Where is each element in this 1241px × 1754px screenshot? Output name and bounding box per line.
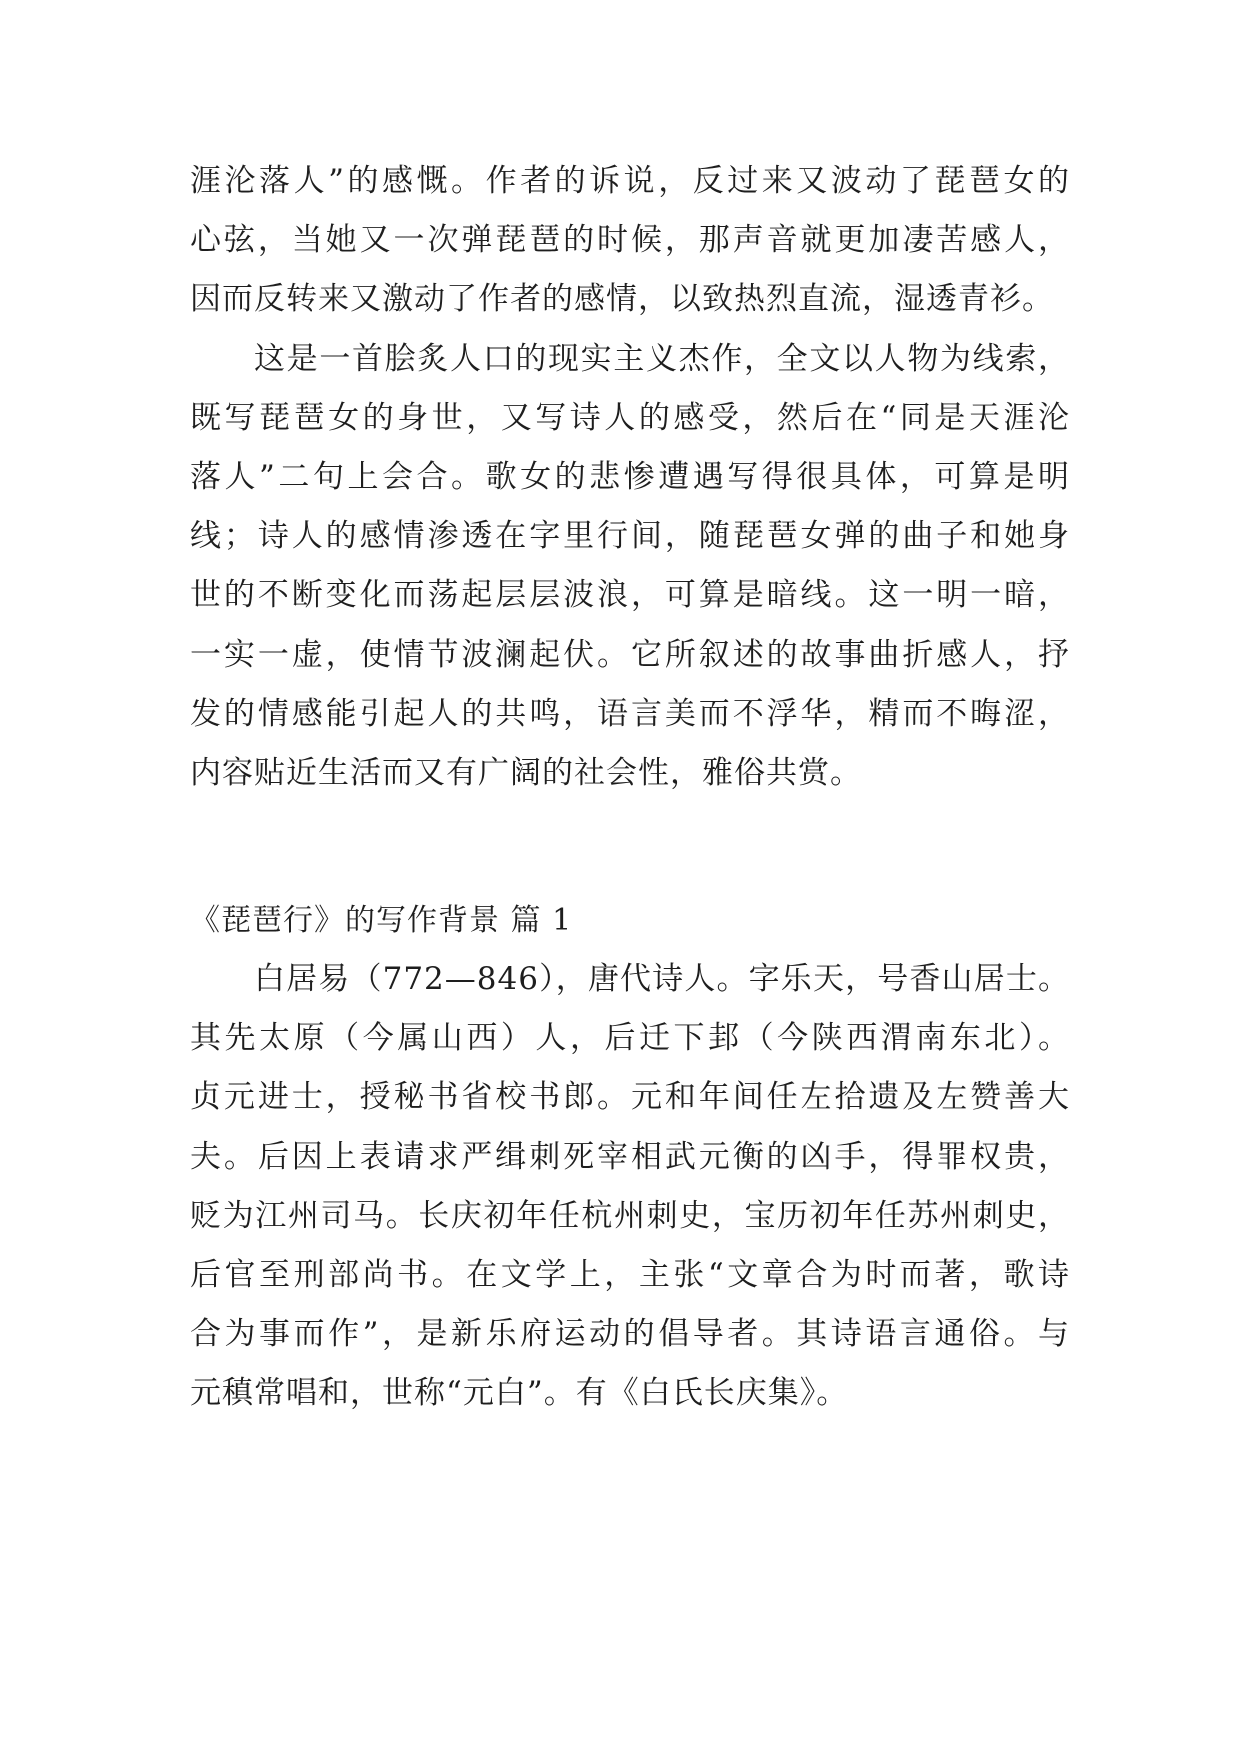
text-line: 内容贴近生活而又有广阔的社会性，雅俗共赏。 [190,754,862,791]
text-line: 夫。后因上表请求严缉刺死宰相武元衡的凶手，得罪权贵， [190,1138,1070,1175]
text-line: 其先太原（今属山西）人，后迁下邽（今陕西渭南东北）。 [190,1020,1070,1057]
paragraph-gap [190,803,1070,891]
text-line: 心弦，当她又一次弹琵琶的时候，那声音就更加凄苦感人， [190,222,1070,259]
text-line: 世的不断变化而荡起层层波浪，可算是暗线。这一明一暗， [190,577,1070,614]
text-line: 白居易（772—846），唐代诗人。字乐天，号香山居士。 [254,961,1070,998]
text-line: 后官至刑部尚书。在文学上，主张“文章合为时而著，歌诗 [190,1257,1070,1293]
paragraph-biography [190,950,1070,1424]
text-line: 贞元进士，授秘书省校书郎。元和年间任左拾遗及左赞善大 [190,1079,1070,1116]
text-line: 贬为江州司马。长庆初年任杭州刺史，宝历初年任苏州刺史， [190,1197,1070,1234]
paragraph-continuation [190,152,1070,330]
text-line: 发的情感能引起人的共鸣，语言美而不浮华，精而不晦涩， [190,695,1070,732]
text-line: 一实一虚，使情节波澜起伏。它所叙述的故事曲折感人，抒 [190,636,1070,673]
text-line: 落人”二句上会合。歌女的悲惨遭遇写得很具体，可算是明 [190,458,1070,495]
text-line: 既写琵琶女的身世，又写诗人的感受，然后在“同是天涯沦 [190,399,1070,436]
text-line: 涯沦落人”的感慨。作者的诉说，反过来又波动了琵琶女的 [190,163,1070,199]
text-line: 元稹常唱和，世称“元白”。有《白氏长庆集》。 [190,1375,849,1412]
text-line: 合为事而作”，是新乐府运动的倡导者。其诗语言通俗。与 [190,1316,1070,1353]
document-body [190,152,1070,1424]
text-line: 因而反转来又激动了作者的感情，以致热烈直流，湿透青衫。 [190,281,1054,318]
text-line: 这是一首脍炙人口的现实主义杰作，全文以人物为线索， [254,340,1070,377]
text-line: 线；诗人的感情渗透在字里行间，随琵琶女弹的曲子和她身 [190,518,1070,555]
section-heading: 《琵琶行》的写作背景 篇 1 [190,903,573,939]
paragraph-analysis [190,330,1070,804]
